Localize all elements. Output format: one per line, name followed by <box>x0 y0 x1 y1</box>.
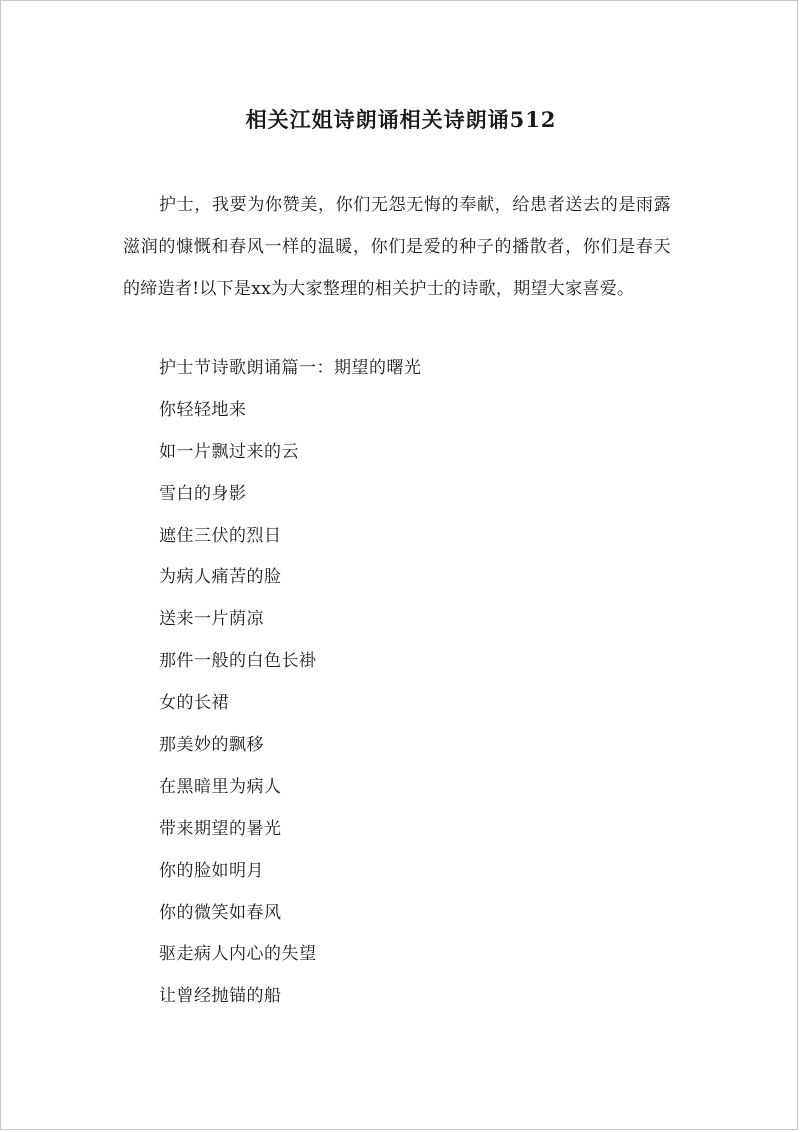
poem-heading: 护士节诗歌朗诵篇一：期望的曙光 <box>159 358 422 378</box>
poem-line: 如一片飘过来的云 <box>159 441 299 462</box>
poem-line: 驱走病人内心的失望 <box>159 944 317 965</box>
poem-line: 遮住三伏的烈日 <box>159 525 282 546</box>
poem-line: 女的长裙 <box>159 693 229 714</box>
poem-line: 带来期望的暑光 <box>159 818 282 839</box>
poem-line: 为病人痛苦的脸 <box>159 567 282 588</box>
poem-line: 你轻轻地来 <box>159 399 247 420</box>
poem-line: 那美妙的飘移 <box>159 735 264 756</box>
poem-line: 让曾经抛锚的船 <box>159 986 282 1007</box>
poem-line: 那件一般的白色长褂 <box>159 651 317 672</box>
poem-lines <box>159 348 422 1018</box>
poem-line: 你的脸如明月 <box>159 860 264 881</box>
poem-line: 在黑暗里为病人 <box>159 776 282 797</box>
intro-paragraph: 护士，我要为你赞美，你们无怨无悔的奉献，给患者送去的是雨露滋润的慷慨和春风一样的温暖，你们是爱的种子的播散者，你们是春天的缔造者!以下是xx为大家整理的相关护士的诗歌，期望大家喜爱。 <box>123 195 671 299</box>
poem-line: 雪白的身影 <box>159 483 247 504</box>
poem-line: 送来一片荫凉 <box>159 609 264 630</box>
document-title: 相关江姐诗朗诵相关诗朗诵512 <box>245 107 557 132</box>
poem-line: 你的微笑如春风 <box>159 902 282 923</box>
